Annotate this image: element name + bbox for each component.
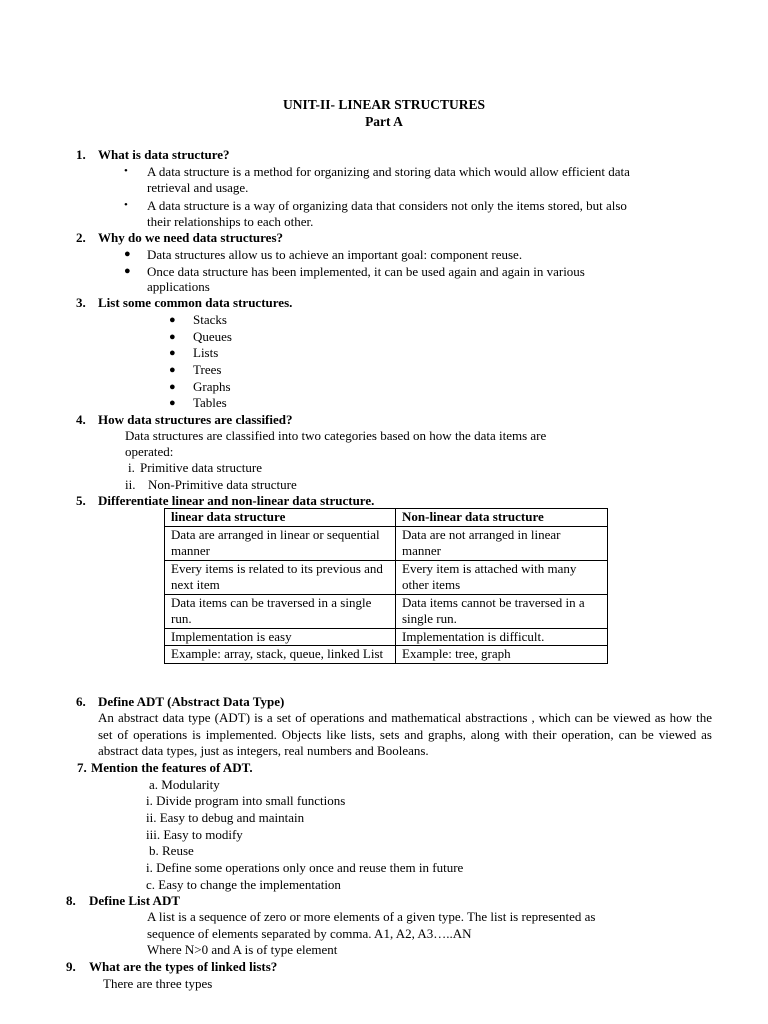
q1-bullet-2-line-2: their relationships to each other. xyxy=(147,214,314,229)
bullet-icon: ● xyxy=(169,314,176,326)
q9-question: What are the types of linked lists? xyxy=(89,959,278,974)
q9-line: There are three types xyxy=(103,976,213,991)
q1-number: 1. xyxy=(76,147,86,162)
q3-question: List some common data structures. xyxy=(98,295,293,310)
table-row xyxy=(165,526,608,560)
q4-question: How data structures are classified? xyxy=(98,412,293,427)
q4-list-item-1: Primitive data structure xyxy=(140,460,263,475)
q3-item-tables: Tables xyxy=(193,395,227,410)
q1-bullet-1-line-1: A data structure is a method for organizing and storing data which would allow efficient data xyxy=(147,164,630,179)
q7-question: Mention the features of ADT. xyxy=(91,760,253,775)
q3-number: 3. xyxy=(76,295,86,310)
q1-bullet-1-line-2: retrieval and usage. xyxy=(147,180,249,195)
q4-list-mark-1: i. xyxy=(128,460,135,475)
q5-number: 5. xyxy=(76,493,86,508)
bullet-icon: • xyxy=(124,199,128,211)
table-cell: Data are arranged in linear or sequential manner xyxy=(165,526,396,560)
q2-bullet-1: Data structures allow us to achieve an important goal: component reuse. xyxy=(147,247,523,262)
q8-line-3: Where N>0 and A is of type element xyxy=(147,942,338,957)
q7-line-3: ii. Easy to debug and maintain xyxy=(146,810,305,825)
q4-list-item-2: Non-Primitive data structure xyxy=(148,477,297,492)
q6-definition: An abstract data type (ADT) is a set of operations and mathematical abstractions , which can be viewed as how the set of operations is implemented. Objects like lists, sets and graphs, along with their operation, can be viewed as abstract data types, just as integers, real numbers and Booleans. xyxy=(98,710,712,758)
q1-question: What is data structure? xyxy=(98,147,230,162)
q3-item-trees: Trees xyxy=(193,362,222,377)
bullet-icon: ● xyxy=(124,248,131,260)
q5-question: Differentiate linear and non-linear data structure. xyxy=(98,493,375,508)
q7-number: 7. xyxy=(77,760,87,775)
q9-number: 9. xyxy=(66,959,76,974)
q7-line-4: iii. Easy to modify xyxy=(146,827,243,842)
bullet-icon: ● xyxy=(169,347,176,359)
table-cell: Data items cannot be traversed in a single run. xyxy=(396,594,608,628)
table-row xyxy=(165,628,608,646)
q3-item-queues: Queues xyxy=(193,329,232,344)
q7-line-5: b. Reuse xyxy=(149,843,194,858)
q6-question: Define ADT (Abstract Data Type) xyxy=(98,694,285,709)
table-cell: Every item is attached with many other items xyxy=(396,560,608,594)
q8-question: Define List ADT xyxy=(89,893,180,908)
q4-text-line-2: operated: xyxy=(125,444,174,459)
q3-item-stacks: Stacks xyxy=(193,312,227,327)
page-subtitle: Part A xyxy=(365,114,403,129)
q3-item-graphs: Graphs xyxy=(193,379,231,394)
q2-bullet-2-line-1: Once data structure has been implemented, it can be used again and again in various xyxy=(147,264,585,279)
q4-number: 4. xyxy=(76,412,86,427)
q7-line-6: i. Define some operations only once and reuse them in future xyxy=(146,860,464,875)
q7-line-7: c. Easy to change the implementation xyxy=(146,877,341,892)
q2-number: 2. xyxy=(76,230,86,245)
table-cell: Implementation is difficult. xyxy=(396,628,608,646)
q4-text-line-1: Data structures are classified into two categories based on how the data items are xyxy=(125,428,547,443)
table-cell: Data items can be traversed in a single run. xyxy=(165,594,396,628)
q8-number: 8. xyxy=(66,893,76,908)
table-row xyxy=(165,646,608,664)
bullet-icon: ● xyxy=(169,381,176,393)
page-title: UNIT-II- LINEAR STRUCTURES xyxy=(282,97,486,112)
q3-item-lists: Lists xyxy=(193,345,219,360)
q8-line-1: A list is a sequence of zero or more elements of a given type. The list is represented as xyxy=(147,909,596,924)
q4-list-mark-2: ii. xyxy=(125,477,136,492)
bullet-icon: ● xyxy=(169,397,176,409)
table-header-nonlinear: Non-linear data structure xyxy=(396,509,608,527)
q1-bullet-2-line-1: A data structure is a way of organizing data that considers not only the items stored, but also xyxy=(147,198,627,213)
bullet-icon: ● xyxy=(169,364,176,376)
table-cell: Example: array, stack, queue, linked List xyxy=(165,646,396,664)
q2-question: Why do we need data structures? xyxy=(98,230,284,245)
q8-line-2: sequence of elements separated by comma. A1, A2, A3…..AN xyxy=(147,926,472,941)
table-row xyxy=(165,594,608,628)
q7-line-1: a. Modularity xyxy=(149,777,220,792)
q2-bullet-2-line-2: applications xyxy=(147,279,210,294)
table-row xyxy=(165,560,608,594)
bullet-icon: • xyxy=(124,165,128,177)
bullet-icon: ● xyxy=(169,331,176,343)
table-cell: Example: tree, graph xyxy=(396,646,608,664)
table-header-linear: linear data structure xyxy=(165,509,396,527)
bullet-icon: ● xyxy=(124,265,131,277)
table-cell: Every items is related to its previous and next item xyxy=(165,560,396,594)
table-cell: Data are not arranged in linear manner xyxy=(396,526,608,560)
table-header-row xyxy=(165,509,608,527)
q7-line-2: i. Divide program into small functions xyxy=(146,793,346,808)
q6-number: 6. xyxy=(76,694,86,709)
table-cell: Implementation is easy xyxy=(165,628,396,646)
comparison-table xyxy=(164,508,608,664)
